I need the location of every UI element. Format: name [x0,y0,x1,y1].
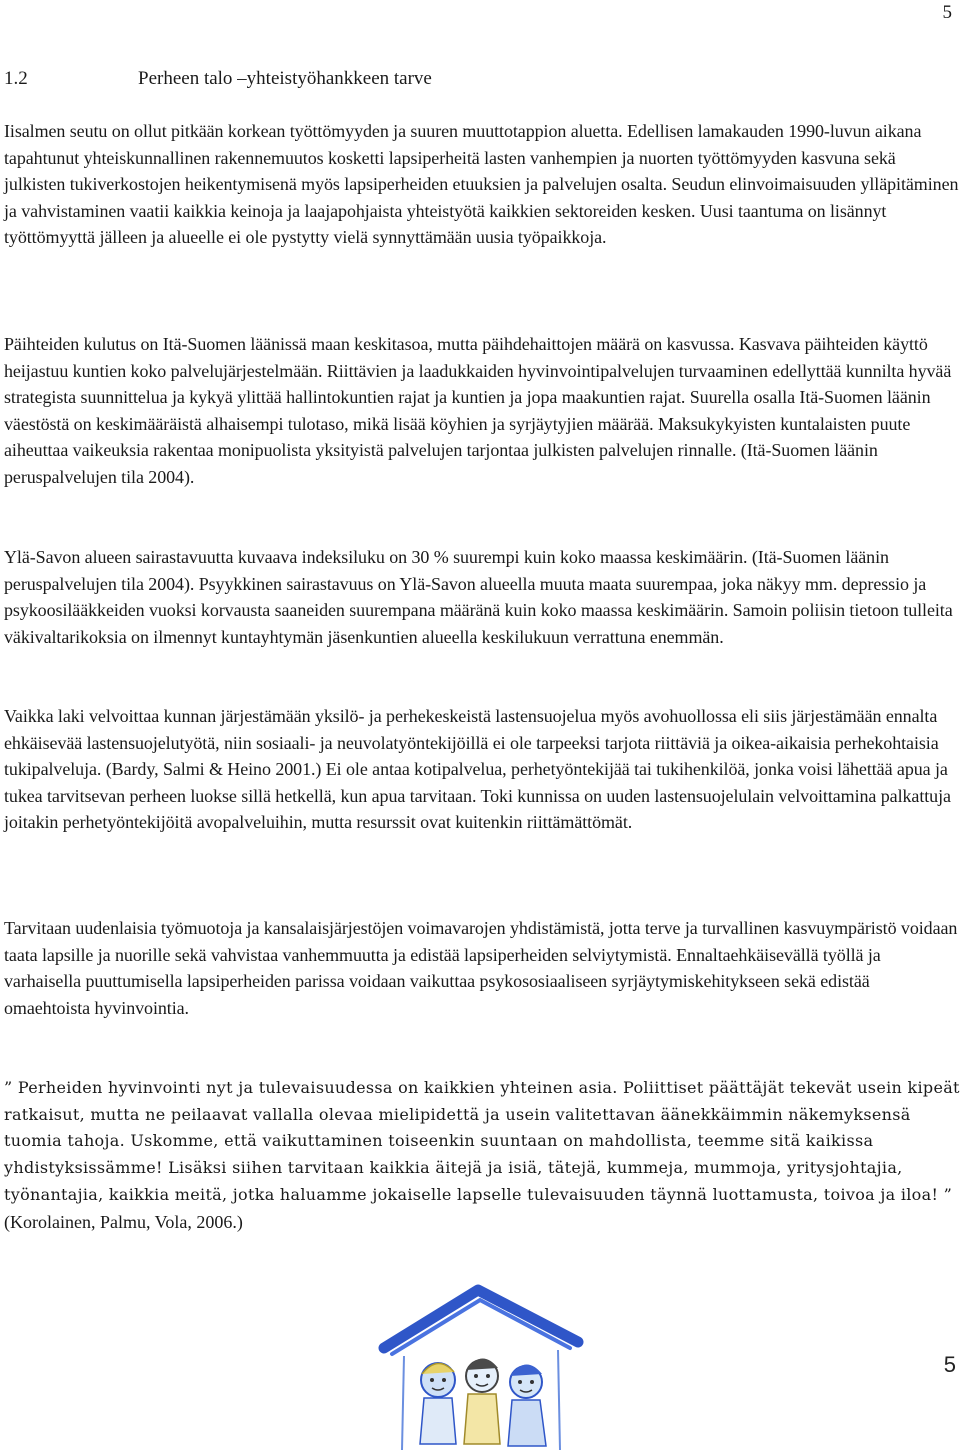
paragraph-new-work-forms: Tarvitaan uudenlaisia työmuotoja ja kansalaisjärjestöjen voimavarojen yhdistämistä, jotta terve ja turvallinen kasvuympäristö voidaan taata lapsille ja nuorille sekä vahvistaa vanhemmuutta ja edistää lapsiperheiden selviytymistä. Ennaltaehkäisevällä työllä ja varhaisella puuttumisella lapsiperheiden parissa voidaan vaikuttaa psykososiaaliseen syrjäytymiskehitykseen sekä edistää omaehtoista hyvinvointia. [4,918,958,1018]
quote-text: ” Perheiden hyvinvointi nyt ja tulevaisuudessa on kaikkien yhteinen asia. Poliittiset päättäjät tekevät usein kipeät ratkaisut, mutta ne peilaavat vallalla olevaa mielipidettä ja usein valitettavan äänekkäimmin näkemyksensä tuomia tahoja. Uskomme, että vaikuttaminen toiseenkin suuntaan on mahdollista, teemme sitä kaikissa yhdistyksissämme! Lisäksi siihen tarvitaan kaikkia äitejä ja isiä, tätejä, kummeja, mummoja, yritysjohtajia, työnantajia, kaikkia meitä, jotka haluamme jokaiselle lapselle tulevaisuuden täynnä luottamusta, toivoa ja iloa! ” [4,1078,960,1205]
section-title: Perheen talo –yhteistyöhankkeen tarve [138,68,432,89]
quote-block [4,1075,960,1237]
paragraph-morbidity: Ylä-Savon alueen sairastavuutta kuvaava indeksiluku on 30 % suurempi kuin koko maassa keskimäärin. (Itä-Suomen läänin peruspalvelujen tila 2004). Psyykkinen sairastavuus on Ylä-Savon alueella muuta maata suurempaa, joka näkyy mm. depressio ja psykoosilääkkeiden vuoksi korvausta saaneiden suurempana määränä kuin koko maassa keskimäärin. Samoin poliisin tietoon tulleita väkivaltarikoksia on ilmennyt kuntayhtymän jäsenkuntien alueella keskilukuun verrattuna enemmän. [4,547,953,647]
house-children-drawing-icon [378,1284,584,1453]
section-number: 1.2 [4,68,28,89]
section-heading [4,66,432,92]
quote-citation: (Korolainen, Palmu, Vola, 2006.) [4,1211,243,1232]
paragraph-substance-use: Päihteiden kulutus on Itä-Suomen läänissä maan keskitasoa, mutta päihdehaittojen määrä on kasvussa. Kasvava päihteiden käyttö heijastuu kuntien koko palvelujärjestelmään. Riittävien ja laadukkaiden hyvinvointipalvelujen turvaaminen edellyttää kunnilta hyvää strategista suunnittelua ja kykyä ylittää hallintokuntien rajat ja kuntien ja jopa maakuntien rajat. Suurella osalla Itä-Suomen läänin väestöstä on keskimääräistä alhaisempi tulotaso, mikä lisää köyhien ja syrjäytyjien määrää. Maksukykyisten kuntalaisten puute aiheuttaa vaikeuksia rakentaa monipuolista yksityistä palvelujen tarjontaa julkisten palvelujen rinnalle. (Itä-Suomen läänin peruspalvelujen tila 2004). [4,334,952,487]
paragraph-unemployment: Iisalmen seutu on ollut pitkään korkean työttömyyden ja suuren muuttotappion aluetta. Edellisen lamakauden 1990-luvun aikana tapahtunut yhteiskunnallinen rakennemuutos kosketti lapsiperheitä lasten vanhempien ja nuorten työttömyyden kasvuna sekä julkisten tukiverkostojen heikentymisenä myös lapsiperheiden etuuksien ja palvelujen osalta. Seudun elinvoimaisuuden ylläpitäminen ja vahvistaminen vaatii kaikkia keinoja ja laajapohjaista yhteistyötä kaikkien sektoreiden kesken. Uusi taantuma on lisännyt työttömyyttä jälleen ja alueelle ei ole pystytty vielä synnyttämään uusia työpaikkoja. [4,121,959,248]
paragraph-child-protection: Vaikka laki velvoittaa kunnan järjestämään yksilö- ja perhekeskeistä lastensuojelua myös avohuollossa eli siis järjestämään ennalta ehkäisevää lastensuojelutyötä, niin sosiaali- ja neuvolatyöntekijöillä ei ole tarpeeksi tarjota riittäviä ja oikea-aikaisia perhekohtaisia tukipalveluja. (Bardy, Salmi & Heino 2001.) Ei ole antaa kotipalvelua, perhetyöntekijää tai tukihenkilöä, jonka voisi lähettää apua ja tukea tarvitsevan perheen luokse sillä hetkellä, kun apua tarvitaan. Toki kunnissa on uuden lastensuojelulain velvoittamina palkattuja joitakin perhetyöntekijöitä avopalveluihin, mutta resurssit ovat kuitenkin riittämättömät. [4,706,951,833]
page-number-bottom: 5 [943,1352,956,1377]
page-number-top: 5 [942,2,952,23]
